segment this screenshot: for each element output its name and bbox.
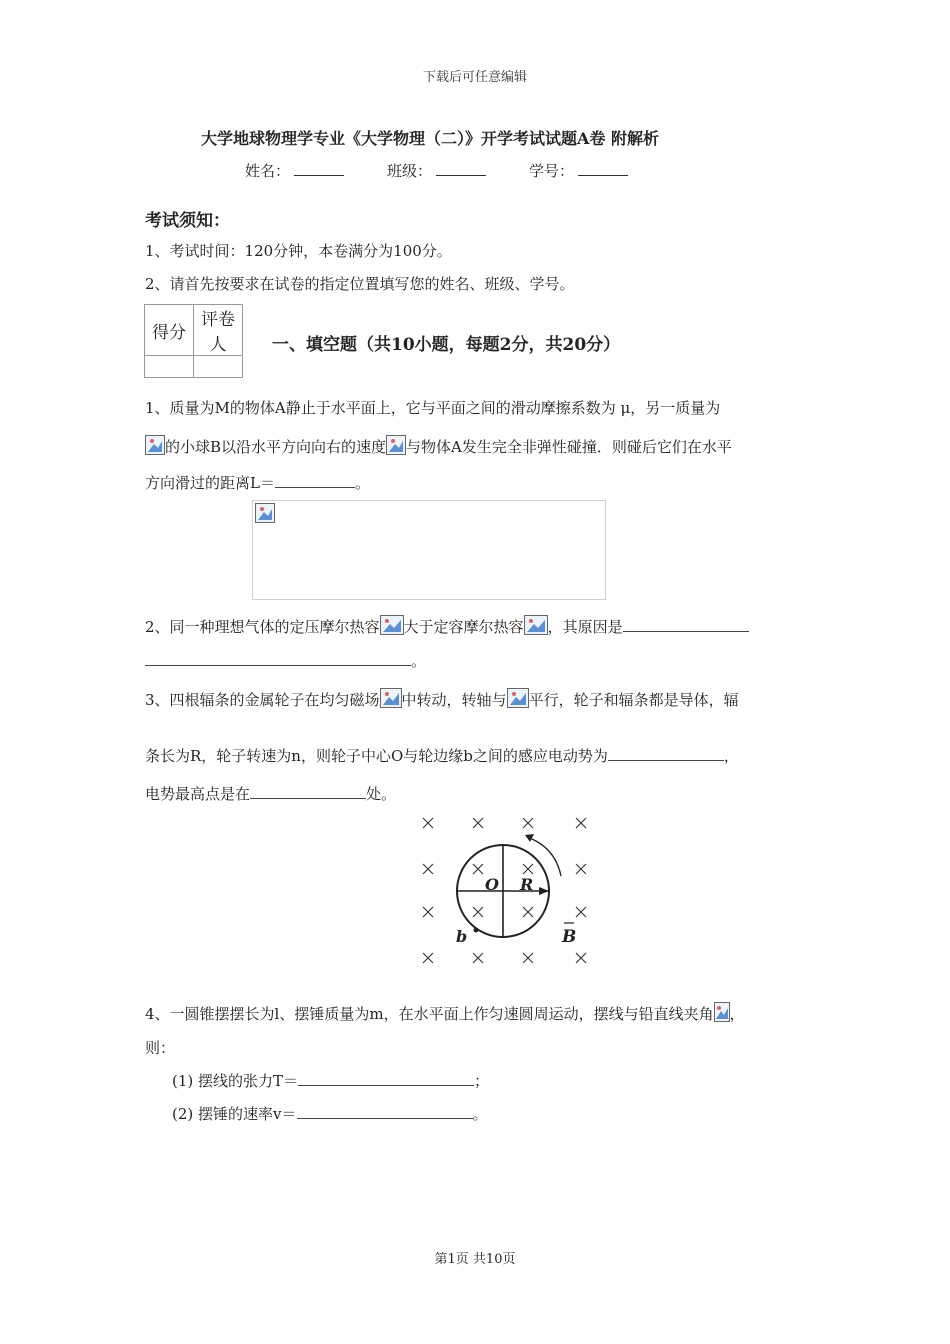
- page-footer: 第1页 共10页: [434, 1252, 516, 1267]
- label-b: b: [456, 927, 468, 946]
- notice-item: 2、请首先按要求在试卷的指定位置填写您的姓名、班级、学号。: [145, 275, 575, 293]
- broken-image-icon: [524, 615, 548, 635]
- q4-line2: 则：: [145, 1039, 176, 1057]
- class-field: [387, 160, 486, 181]
- notice-title: 考试须知：: [145, 211, 230, 231]
- broken-image-icon: [145, 435, 165, 455]
- point-b-dot: [474, 928, 479, 933]
- grader-cell[interactable]: [194, 356, 243, 378]
- answer-blank[interactable]: [608, 746, 724, 761]
- q3-line2: 条长为R，轮子转速为n，则轮子中心O与轮边缘b之间的感应电动势为 ，: [145, 747, 739, 765]
- q1-figure-placeholder: [252, 500, 606, 600]
- label-r: R: [520, 875, 534, 894]
- radius-arrowhead: [539, 887, 549, 895]
- broken-image-icon: [255, 503, 275, 523]
- page-header: 下载后可任意编辑: [422, 70, 527, 85]
- answer-blank[interactable]: [623, 617, 749, 632]
- q4-sub1: (1) 摆线的张力T＝ ；: [172, 1072, 490, 1090]
- q4-sub2: (2) 摆锤的速率v＝ 。: [172, 1105, 488, 1123]
- q1-line1: 1、质量为M的物体A静止于水平面上，它与平面之间的滑动摩擦系数为 μ，另一质量为: [145, 399, 721, 417]
- wheel-magnetic-field-figure: [415, 812, 600, 972]
- broken-image-icon: [386, 435, 406, 455]
- label-field-b: B: [562, 927, 577, 947]
- q1-line3: 方向滑过的距离L＝ 。: [145, 474, 370, 492]
- section-title: 一、填空题（共10小题，每题2分，共20分）: [272, 335, 621, 355]
- broken-image-icon: [507, 688, 529, 708]
- score-table: [144, 304, 243, 378]
- class-label: 班级：: [387, 162, 433, 180]
- notice-item: 1、考试时间：120分钟，本卷满分为100分。: [145, 242, 452, 260]
- q3-line1: 3、四根辐条的金属轮子在均匀磁场 中转动，转轴与 平行，轮子和辐条都是导体，辐: [145, 688, 739, 710]
- q2-line1: 2、同一种理想气体的定压摩尔热容 大于定容摩尔热容 ，其原因是: [145, 615, 749, 637]
- broken-image-icon: [380, 615, 404, 635]
- answer-blank[interactable]: [275, 473, 355, 488]
- q2-line2: 。: [145, 650, 426, 671]
- answer-blank[interactable]: [298, 1071, 474, 1086]
- answer-blank[interactable]: [145, 651, 411, 666]
- score-header: 得分: [145, 305, 194, 356]
- grader-header: 评卷人: [194, 305, 243, 356]
- id-blank[interactable]: [578, 161, 628, 176]
- name-field: [245, 160, 344, 181]
- answer-blank[interactable]: [297, 1104, 473, 1119]
- q1-line2: 的小球B以沿水平方向向右的速度 与物体A发生完全非弹性碰撞．则碰后它们在水平: [145, 435, 732, 457]
- name-label: 姓名：: [245, 162, 291, 180]
- q4-line1: 4、一圆锥摆摆长为l、摆锤质量为m，在水平面上作匀速圆周运动，摆线与铅直线夹角 ，: [145, 1002, 745, 1024]
- broken-image-icon: [714, 1002, 730, 1022]
- broken-image-icon: [380, 688, 402, 708]
- label-o: O: [485, 875, 499, 894]
- id-label: 学号：: [529, 162, 575, 180]
- document-title: 大学地球物理学专业《大学物理（二）》开学考试试题A卷 附解析: [201, 129, 659, 148]
- q3-line3: 电势最高点是在 处。: [145, 785, 397, 803]
- score-cell[interactable]: [145, 356, 194, 378]
- student-id-field: [529, 160, 628, 181]
- answer-blank[interactable]: [250, 784, 366, 799]
- class-blank[interactable]: [436, 161, 486, 176]
- name-blank[interactable]: [294, 161, 344, 176]
